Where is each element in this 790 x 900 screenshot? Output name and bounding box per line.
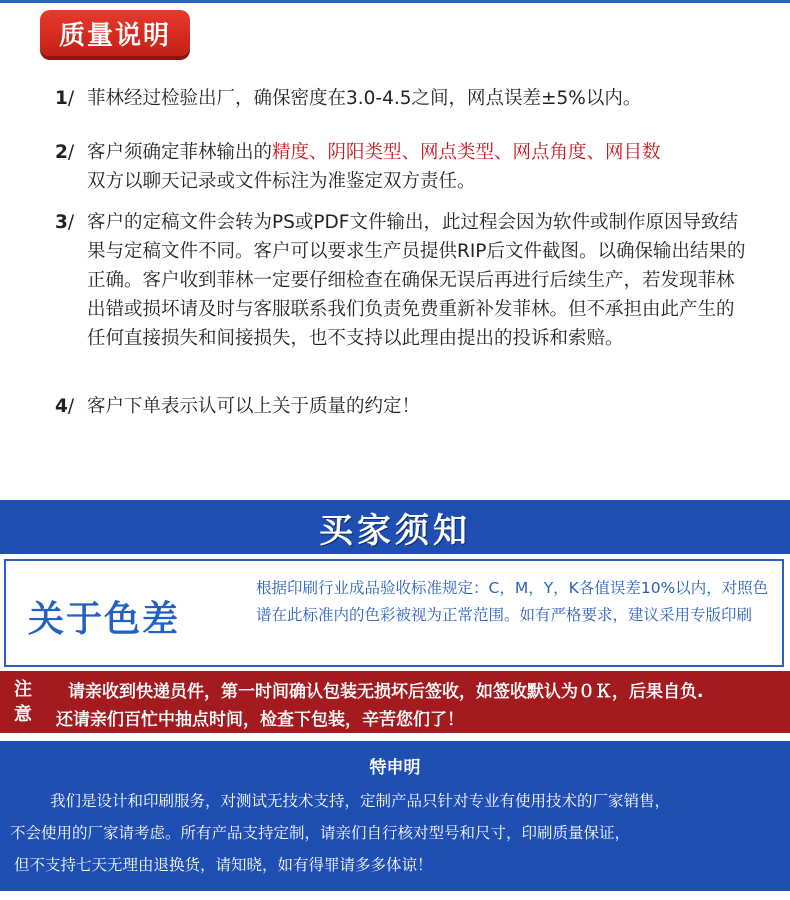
statement-line: 不会使用的厂家请考虑。所有产品支持定制，请亲们自行核对型号和尺寸，印刷质量保证， <box>10 824 631 842</box>
statement-title: 特申明 <box>369 758 421 778</box>
item-number: 2/ <box>55 142 75 163</box>
notice-line: 请亲收到快递员件，第一时间确认包装无损坏后签收，如签收默认为０Ｋ，后果自负. <box>68 682 704 702</box>
quality-title-badge: 质量说明 <box>40 10 190 56</box>
item-text: 菲林经过检验出厂，确保密度在3.0-4.5之间，网点误差±5%以内。 <box>87 88 642 109</box>
item-number: 3/ <box>55 212 75 233</box>
item-highlight: 精度、阴阳类型、网点类型、网点角度、网目数 <box>272 142 661 163</box>
quality-item-4 <box>55 392 420 421</box>
item-number: 1/ <box>55 88 75 109</box>
color-difference-title: 关于色差 <box>28 599 181 640</box>
item-text: 客户下单表示认可以上关于质量的约定！ <box>87 396 421 417</box>
top-divider <box>0 0 790 3</box>
quality-item-3 <box>55 208 747 353</box>
notice-bar <box>0 671 790 733</box>
item-number: 4/ <box>55 396 75 417</box>
buyer-notice-banner: 买家须知 <box>0 500 790 554</box>
notice-label: 注意 <box>14 679 32 725</box>
quality-item-2 <box>55 138 661 196</box>
statement-line: 我们是设计和印刷服务，对测试无技术支持，定制产品只针对专业有使用技术的厂家销售， <box>50 792 671 810</box>
statement-line: 但不支持七天无理由退换货，请知晓，如有得罪请多多体谅！ <box>14 856 433 874</box>
item-text: 客户的定稿文件会转为PS或PDF文件输出，此过程会因为软件或制作原因导致结果与定稿文件不同。客户可以要求生产员提供RIP后文件截图。以确保输出结果的正确。客户收到菲林一定要仔细检查在确保无误后再进行后续生产，若发现菲林出错或损坏请及时与客服联系我们负责免费重新补发菲林。但不承担由此产生的任何直接损失和间接损失，也不支持以此理由提出的投诉和索赔。 <box>87 212 746 349</box>
quality-item-1 <box>55 84 641 113</box>
special-statement <box>0 741 790 891</box>
color-difference-desc: 根据印刷行业成品验收标准规定：C，M，Y，K各值误差10%以内，对照色谱在此标准内的色彩被视为正常范围。如有严格要求，建议采用专版印刷 <box>256 579 769 624</box>
item-text: 客户须确定菲林输出的精度、阴阳类型、网点类型、网点角度、网目数 双方以聊天记录或文件标注为准鉴定双方责任。 <box>87 142 661 192</box>
notice-line: 还请亲们百忙中抽点时间，检查下包装，辛苦您们了！ <box>56 710 464 730</box>
color-difference-box <box>4 559 784 667</box>
